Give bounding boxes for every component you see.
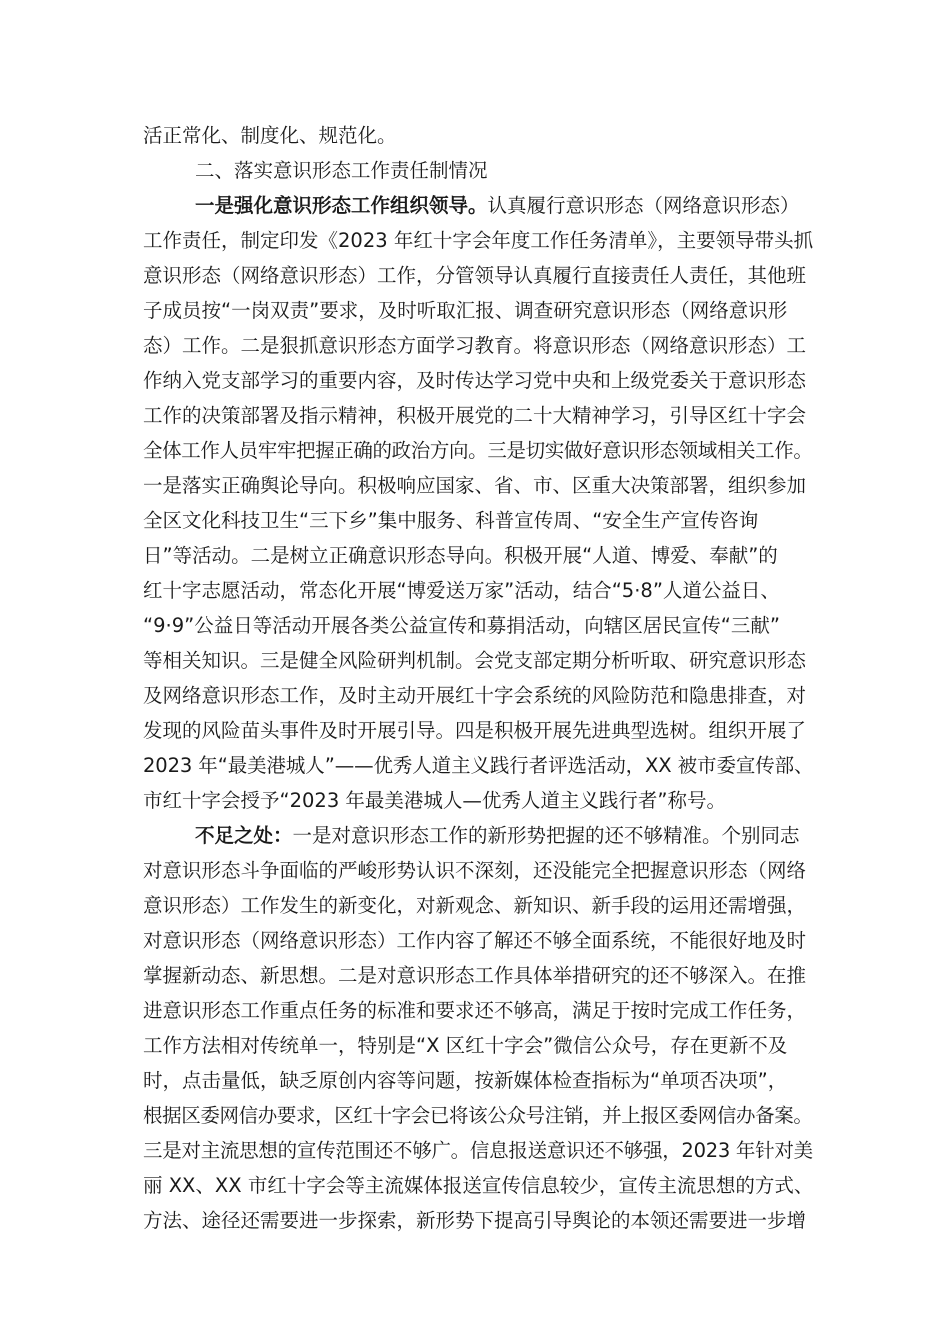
text-line: 2023 年“最美港城人”——优秀人道主义践行者评选活动，XX 被市委宣传部、 xyxy=(143,754,814,777)
text-line: 工作责任，制定印发《2023 年红十字会年度工作任务清单》，主要领导带头抓 xyxy=(143,229,814,252)
text-line: 工作的决策部署及指示精神，积极开展党的二十大精神学习，引导区红十字会 xyxy=(143,404,807,427)
bold-lead: 不足之处： xyxy=(195,824,293,847)
bold-lead: 一是强化意识形态工作组织领导。 xyxy=(195,194,488,217)
text-line: 全体工作人员牢牢把握正确的政治方向。三是切实做好意识形态领域相关工作。 xyxy=(143,439,813,462)
text-line: 意识形态（网络意识形态）工作，分管领导认真履行直接责任人责任，其他班 xyxy=(143,264,807,287)
text-line: 进意识形态工作重点任务的标准和要求还不够高，满足于按时完成工作任务， xyxy=(143,999,807,1022)
text-line: 工作方法相对传统单一，特别是“X 区红十字会”微信公众号，存在更新不及 xyxy=(143,1034,788,1057)
text-line: 日”等活动。二是树立正确意识形态导向。积极开展“人道、博爱、奉献”的 xyxy=(143,544,778,567)
text-line: 红十字志愿活动，常态化开展“博爱送万家”活动，结合“5·8”人道公益日、 xyxy=(143,579,780,602)
text-line: 对意识形态斗争面临的严峻形势认识不深刻，还没能完全把握意识形态（网络 xyxy=(143,859,807,882)
text-line: 等相关知识。三是健全风险研判机制。会党支部定期分析听取、研究意识形态 xyxy=(143,649,807,672)
section-heading: 二、落实意识形态工作责任制情况 xyxy=(195,159,488,182)
text-span: 认真履行意识形态（网络意识形态） xyxy=(487,194,800,217)
text-span: 一是对意识形态工作的新形势把握的还不够精准。个别同志 xyxy=(292,824,800,847)
text-line: 市红十字会授予“2023 年最美港城人—优秀人道主义践行者”称号。 xyxy=(143,789,727,812)
paragraph-first-line xyxy=(195,189,813,223)
text-line: 作纳入党支部学习的重要内容，及时传达学习党中央和上级党委关于意识形态 xyxy=(143,369,807,392)
text-line: 及网络意识形态工作，及时主动开展红十字会系统的风险防范和隐患排查，对 xyxy=(143,684,807,707)
text-line: 方法、途径还需要进一步探索，新形势下提高引导舆论的本领还需要进一步增 xyxy=(143,1209,807,1232)
text-line: 一是落实正确舆论导向。积极响应国家、省、市、区重大决策部署，组织参加 xyxy=(143,474,807,497)
text-line: 三是对主流思想的宣传范围还不够广。信息报送意识还不够强，2023 年针对美 xyxy=(143,1139,813,1162)
text-line: “9·9”公益日等活动开展各类公益宣传和募捐活动，向辖区居民宣传“三献” xyxy=(143,614,780,637)
text-line: 发现的风险苗头事件及时开展引导。四是积极开展先进典型选树。组织开展了 xyxy=(143,719,807,742)
text-line: 根据区委网信办要求，区红十字会已将该公众号注销，并上报区委网信办备案。 xyxy=(143,1104,813,1127)
text-line: 全区文化科技卫生“三下乡”集中服务、科普宣传周、“安全生产宣传咨询 xyxy=(143,509,759,532)
text-line: 对意识形态（网络意识形态）工作内容了解还不够全面系统，不能很好地及时 xyxy=(143,929,807,952)
text-line: 态）工作。二是狠抓意识形态方面学习教育。将意识形态（网络意识形态）工 xyxy=(143,334,807,357)
text-line: 子成员按“一岗双责”要求，及时听取汇报、调查研究意识形态（网络意识形 xyxy=(143,299,788,322)
text-line: 活正常化、制度化、规范化。 xyxy=(143,124,397,147)
text-line: 意识形态）工作发生的新变化，对新观念、新知识、新手段的运用还需增强， xyxy=(143,894,807,917)
paragraph-first-line xyxy=(195,819,813,853)
text-line: 掌握新动态、新思想。二是对意识形态工作具体举措研究的还不够深入。在推 xyxy=(143,964,807,987)
text-line: 时，点击量低，缺乏原创内容等问题，按新媒体检查指标为“单项否决项”， xyxy=(143,1069,788,1092)
text-line: 丽 XX、XX 市红十字会等主流媒体报送宣传信息较少，宣传主流思想的方式、 xyxy=(143,1174,814,1197)
